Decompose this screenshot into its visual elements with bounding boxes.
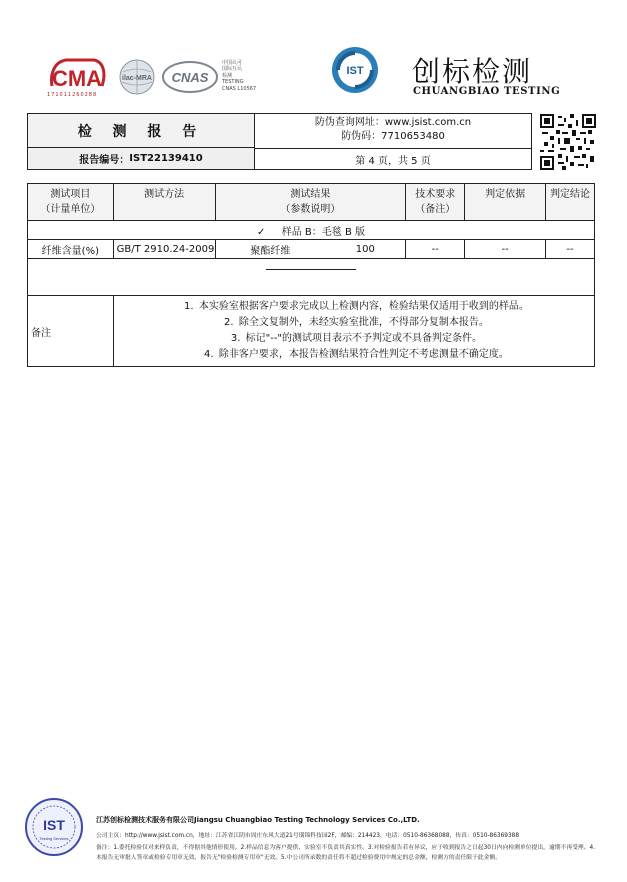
end-of-results-line (266, 269, 356, 270)
report-title: 检 测 报 告 (28, 114, 255, 148)
svg-text:IST: IST (346, 65, 364, 77)
verification-info (255, 116, 531, 144)
brand-name-cn: 创标检测 (412, 55, 533, 88)
header-test-item: 测试项目 （计量单位） (28, 184, 114, 221)
cnas-accreditation-text: 中国认可 国际互认 检测 TESTING CNAS L10567 (222, 60, 257, 92)
brand-name-en: CHUANGBIAO TESTING (413, 86, 561, 97)
cell-method: GB/T 2910.24-2009 (113, 240, 215, 259)
notes-label: 备注 (28, 296, 114, 367)
ist-seal-icon (24, 797, 84, 857)
sample-row (28, 221, 595, 240)
footer-address: 公司主页：http://www.jsist.com.cn，地址：江苏省江阴市周庄东风大道21号璜锦科技园2F，邮编：214423，电话：0510-86368088，传真：0510-86369388 (96, 833, 520, 839)
header-test-result: 测试结果 （参数说明） (215, 184, 406, 221)
report-number-label: 报告编号： (79, 155, 130, 166)
svg-text:ilac-MRA: ilac-MRA (122, 75, 152, 82)
cell-param: 聚酯纤维 (250, 245, 291, 257)
note-item: 4. 除非客户要求，本报告检测结果符合性判定不考虑测量不确定度。 (204, 349, 509, 360)
cell-value: 100 (355, 243, 375, 255)
qr-code-icon[interactable] (540, 114, 596, 170)
report-number (28, 148, 255, 169)
svg-text:CMA: CMA (51, 66, 103, 91)
cell-item: 纤维含量(%) (28, 240, 114, 259)
ilac-mra-logo (117, 58, 157, 96)
end-of-results-row (28, 259, 595, 296)
header-test-method: 测试方法 (113, 184, 215, 221)
report-info-box (27, 113, 532, 170)
cell-basis: -- (465, 240, 546, 259)
results-table (27, 183, 595, 367)
footer-note-1: 备注：1.委托检验仅对来样负责，不得据其他情形使用。2.样品信息为客户提供，实验室不负责其真实性。3.对检验报告若有异议，应于收到报告之日起30日内向检测单位提出，逾期不再受理。4. (96, 845, 596, 851)
cnas-logo (162, 60, 218, 94)
note-item: 1. 本实验室根据客户要求完成以上检测内容，检验结果仅适用于收到的样品。 (184, 301, 529, 312)
footer-note-2: 本报告无审批人签章或检验专用章无效，报告无"检验检测专用章"无效。5.中公司所录数的责任将不超过检验费用中规定的总金额，检测方的责任限于此金额。 (96, 855, 502, 861)
svg-text:IST: IST (43, 817, 65, 833)
note-item: 2. 除全文复制外，未经实验室批准，不得部分复制本报告。 (224, 317, 489, 328)
note-item: 3. 标记"--"的测试项目表示不予判定或不具备判定条件。 (230, 333, 483, 344)
footer-company: 江苏创标检测技术服务有限公司Jiangsu Chuangbiao Testing Technology Services Co.,LTD. (96, 816, 420, 824)
ist-logo (330, 45, 380, 95)
table-header-row (28, 184, 595, 221)
cell-requirement: -- (406, 240, 465, 259)
sample-label: 样品 B：毛毯 B 版 (281, 226, 366, 238)
anti-fake-code: 防伪码：7710653480 (341, 131, 445, 142)
cma-number: 171011260288 (47, 92, 98, 98)
svg-text:CNAS: CNAS (171, 70, 209, 85)
report-number-value: IST22139410 (129, 153, 203, 164)
table-row (28, 240, 595, 259)
page-indicator: 第 4 页，共 5 页 (255, 148, 531, 170)
header-requirement: 技术要求 （备注） (406, 184, 465, 221)
notes-row (28, 296, 595, 367)
cell-conclusion: -- (546, 240, 595, 259)
header-conclusion: 判定结论 (546, 184, 595, 221)
header-basis: 判定依据 (465, 184, 546, 221)
svg-text:Testing Services: Testing Services (39, 836, 69, 841)
check-icon: ✓ (256, 226, 266, 238)
notes-list (113, 296, 594, 367)
verify-site[interactable]: 防伪查询网址：www.jsist.com.cn (314, 117, 472, 128)
cma-logo (48, 56, 106, 96)
